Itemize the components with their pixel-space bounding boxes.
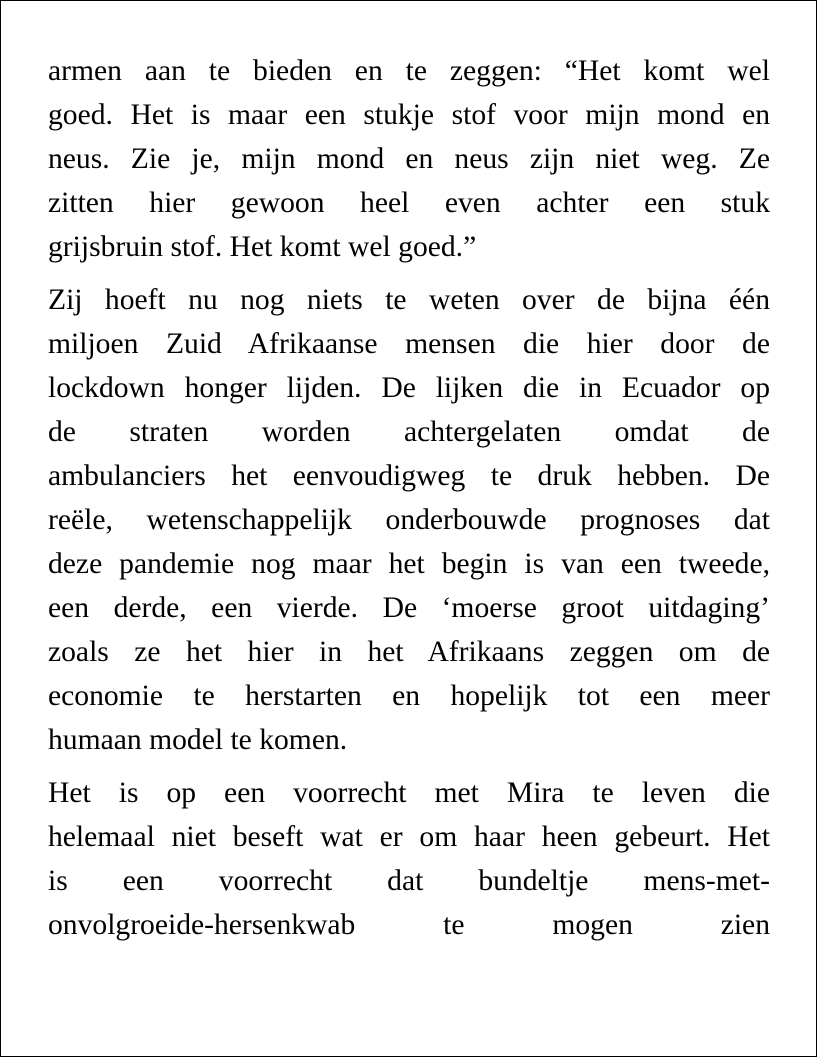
text-line: miljoen Zuid Afrikaanse mensen die hier door de [48,328,770,360]
text-line: lockdown honger lijden. De lijken die in Ecuador op [48,372,770,404]
text-line: zitten hier gewoon heel even achter een stuk [48,187,770,219]
text-line: zoals ze het hier in het Afrikaans zeggen om de [48,636,770,668]
text-line: armen aan te bieden en te zeggen: “Het komt wel [48,55,770,87]
text-line: reële, wetenschappelijk onderbouwde prognoses dat [48,504,770,536]
text-line: helemaal niet beseft wat er om haar heen gebeurt. Het [48,821,770,853]
text-line: economie te herstarten en hopelijk tot een meer [48,680,770,712]
text-line: neus. Zie je, mijn mond en neus zijn niet weg. Ze [48,143,770,175]
paragraph-2 [48,278,770,762]
text-line: onvolgroeide-hersenkwab te mogen zien [48,909,770,941]
text-line: ambulanciers het eenvoudigweg te druk hebben. De [48,460,770,492]
paragraph-3 [48,771,770,947]
paragraph-1 [48,49,770,269]
text-line: een derde, een vierde. De ‘moerse groot uitdaging’ [48,592,770,624]
text-line: Zij hoeft nu nog niets te weten over de bijna één [48,284,770,316]
text-line: Het is op een voorrecht met Mira te leven die [48,777,770,809]
text-line: is een voorrecht dat bundeltje mens-met- [48,865,770,897]
text-line: humaan model te komen. [48,724,348,756]
text-line: goed. Het is maar een stukje stof voor mijn mond en [48,99,770,131]
text-line: deze pandemie nog maar het begin is van een tweede, [48,548,770,580]
document-body [48,49,770,956]
text-line: de straten worden achtergelaten omdat de [48,416,770,448]
text-line: grijsbruin stof. Het komt wel goed.” [48,231,477,263]
